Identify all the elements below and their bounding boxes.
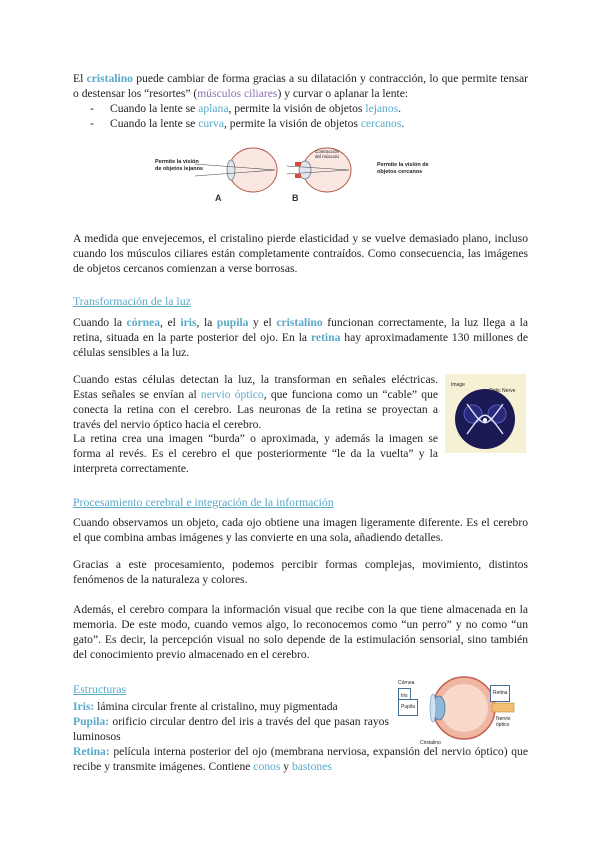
fig1-right-label: Permite la visión de objetos cercanos (377, 162, 429, 175)
fig3-label-cristalino: Cristalino (420, 740, 441, 746)
senales-paragraph: Cuando estas células detectan la luz, la transforman en señales eléctricas. Estas señales se envían al nervio óptico, que funciona como un “cable” que conecta la retina con el cerebro. Las neuronas de la retina se proyectan a través del nervio óptico hacia el cerebro. (73, 373, 439, 431)
optic-nerve-figure (445, 374, 526, 453)
section-title-estructuras: Estructuras (73, 682, 127, 696)
keyword-cercanos: cercanos (360, 117, 402, 130)
section-title-transformacion: Transformación de la luz (73, 294, 191, 308)
fig3-label-nervio: Nervio óptico (496, 716, 511, 728)
keyword-cristalino: cristalino (86, 72, 133, 85)
fig-label-optic-nerve: Optic Nerve (489, 388, 516, 394)
keyword-pupila: pupila (216, 316, 249, 329)
accommodation-figure (155, 142, 455, 206)
fig1-mini-label: Contracción del músculo (315, 149, 340, 159)
retina-def: Retina: película interna posterior del ojo (membrana nerviosa, expansión del nervio óptico) que recibe y transmite imágenes. Contiene conos y bastones (73, 745, 528, 773)
bullet-item: - Cuando la lente se aplana, permite la visión de objetos lejanos. (90, 102, 402, 115)
keyword-nervio-optico: nervio óptico (200, 388, 264, 401)
iris-def: Iris: lámina circular frente al cristalino, muy pigmentada (73, 700, 338, 713)
keyword-musculos-ciliares: músculos ciliares (197, 87, 278, 100)
fig3-label-retina: Retina (490, 685, 510, 702)
keyword-retina: retina (310, 331, 341, 344)
keyword-curva: curva (198, 117, 224, 130)
keyword-aplana: aplana (198, 102, 229, 115)
fig3-label-pupila: Pupila (398, 699, 418, 716)
keyword-lejanos: lejanos (365, 102, 399, 115)
intro-paragraph (73, 71, 528, 101)
keyword-cristalino: cristalino (276, 316, 323, 329)
keyword-conos: conos (253, 760, 281, 773)
luz-paragraph: Cuando la córnea, el iris, la pupila y el cristalino funcionan correctamente, la luz llega a la retina, situada en la parte posterior del ojo. En la retina hay aproximadamente 130 millones de células sensibles a la luz. (73, 316, 529, 359)
fig3-label-iris: Iris (398, 688, 411, 705)
keyword-bastones: bastones (291, 760, 332, 773)
fig1-left-label: Permite la visión de objetos lejanos (155, 159, 203, 172)
keyword-iris: iris (180, 316, 197, 329)
fig1-label-b: B (292, 193, 299, 203)
retina-imagen-paragraph: La retina crea una imagen “burda” o aproximada, y además la imagen se forma al revés. Es el cerebro el que posteriormente “le da la vuelta” y la interpreta correctamente. (73, 432, 438, 475)
keyword-cornea: córnea (126, 316, 161, 329)
bullet-item: - Cuando la lente se curva, permite la visión de objetos cercanos. (90, 117, 405, 130)
fig-label-image: Image (451, 382, 465, 388)
intro-text: puede cambiar de forma gracias a su dilatación y contracción, lo que permite tensar o destensar los “resortes” ( (73, 72, 528, 100)
procesamiento-paragraph-3: Además, el cerebro compara la información visual que recibe con la que tiene almacenada en la memoria. De este modo, cuando vemos algo, lo reconocemos como “un perro” y no como “un gato”. Es decir, la percepción visual no solo depende de la estimulación sensorial, sino también del conocimiento previo almacenado en el cerebro. (73, 603, 528, 661)
intro-text: ) y curvar o aplanar la lente: (277, 87, 409, 100)
section-title-procesamiento: Procesamiento cerebral e integración de la información (73, 495, 334, 509)
fig1-label-a: A (215, 193, 222, 203)
procesamiento-paragraph-1: Cuando observamos un objeto, cada ojo obtiene una imagen ligeramente diferente. Es el cerebro el que combina ambas imágenes y las convierte en una sola, añadiendo detalles. (73, 516, 528, 544)
fig3-label-cornea: Córnea (398, 680, 415, 686)
eye-anatomy-figure (396, 670, 520, 746)
procesamiento-paragraph-2: Gracias a este procesamiento, podemos percibir formas complejas, movimiento, distintos fenómenos de la naturaleza y colores. (73, 558, 528, 586)
aging-paragraph: A medida que envejecemos, el cristalino pierde elasticidad y se vuelve demasiado plano, incluso cuando los músculos ciliares están completamente contraídos. Como consecuencia, las imágenes de objetos cercanos comienzan a verse borrosas. (73, 232, 528, 275)
pupila-def: Pupila: orificio circular dentro del iris a través del que pasan rayos luminosos (73, 715, 389, 743)
intro-text: El (73, 72, 87, 85)
